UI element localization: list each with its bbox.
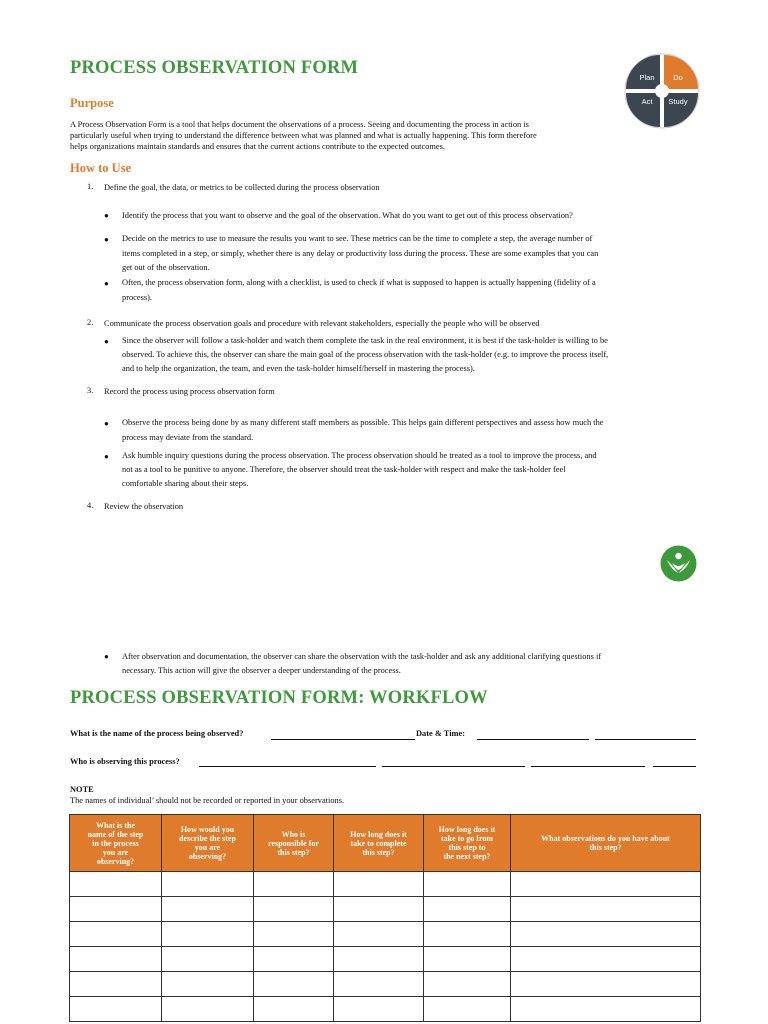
table-cell[interactable]	[254, 897, 334, 922]
bullet-line: Decide on the metrics to use to measure the results you want to see. These metrics can be the time to complete a step, the average number of	[122, 234, 593, 243]
header-line: in the process	[92, 838, 139, 848]
leaf-person-logo-icon	[660, 545, 697, 582]
table-cell[interactable]	[254, 997, 334, 1022]
header-line: name of the step	[87, 829, 144, 839]
table-cell[interactable]	[254, 972, 334, 997]
header-line: What is the	[95, 820, 136, 830]
note-text: The names of individual’ should not be recorded or reported in your observations.	[70, 796, 345, 805]
table-row	[70, 872, 701, 897]
table-cell[interactable]	[162, 972, 254, 997]
header-line: take to go from	[440, 834, 494, 843]
step-number: 3.	[87, 386, 94, 395]
workflow-title: PROCESS OBSERVATION FORM: WORKFLOW	[70, 688, 488, 708]
table-cell[interactable]	[334, 997, 424, 1022]
purpose-paragraph	[70, 119, 630, 153]
table-cell[interactable]	[424, 997, 511, 1022]
bullet-text	[122, 650, 682, 678]
observation-table	[69, 814, 701, 1022]
header-line: this step?	[589, 843, 622, 852]
column-header	[70, 815, 162, 872]
bullet-text	[122, 334, 682, 376]
step-number: 4.	[87, 501, 94, 510]
header-line: How long does it	[438, 825, 496, 834]
table-cell[interactable]	[424, 972, 511, 997]
bullet-line: Observe the process being done by as many different staff members as possible. This helps gain different perspectives and assess how much the	[122, 418, 604, 427]
note-title: NOTE	[70, 785, 94, 794]
process-name-field[interactable]	[271, 739, 415, 740]
purpose-line: particularly useful when trying to understand the difference between what was planned and what is actually happening. This form therefore	[70, 131, 537, 141]
bullet-dot-icon: ●	[104, 419, 109, 428]
table-cell[interactable]	[424, 872, 511, 897]
column-header	[424, 815, 511, 872]
header-line: How long does it	[350, 829, 407, 839]
column-header	[334, 815, 424, 872]
bullet-line: get out of the observation.	[122, 263, 210, 272]
table-cell[interactable]	[162, 947, 254, 972]
table-cell[interactable]	[334, 972, 424, 997]
cycle-plan-label: Plan	[639, 73, 655, 82]
table-cell[interactable]	[70, 947, 162, 972]
bullet-text	[122, 232, 682, 276]
observer-field-1[interactable]	[199, 766, 376, 767]
header-line: this step to	[448, 843, 486, 852]
step-number: 1.	[87, 182, 94, 191]
bullet-line: not as a tool to be punitive to anyone. Therefore, the observer should treat the task-holder with respect and make the task-holder feel	[122, 465, 566, 474]
table-cell[interactable]	[70, 922, 162, 947]
header-line: describe the step	[179, 834, 236, 843]
table-cell[interactable]	[254, 922, 334, 947]
table-cell[interactable]	[162, 922, 254, 947]
table-cell[interactable]	[162, 872, 254, 897]
bullet-line: process).	[122, 292, 152, 302]
table-cell[interactable]	[511, 947, 701, 972]
bullet-line: necessary. This action will give the observer a deeper understanding of the process.	[122, 666, 401, 675]
header-line: you are	[102, 847, 129, 857]
bullet-dot-icon: ●	[104, 235, 109, 244]
page-title: PROCESS OBSERVATION FORM	[70, 58, 359, 78]
table-cell[interactable]	[424, 922, 511, 947]
time-field[interactable]	[595, 739, 696, 740]
step-text: Define the goal, the data, or metrics to be collected during the process observation	[104, 183, 380, 192]
bullet-text	[122, 416, 682, 445]
how-to-use-heading: How to Use	[70, 161, 132, 175]
bullet-dot-icon: ●	[104, 652, 109, 661]
table-row	[70, 922, 701, 947]
table-row	[70, 997, 701, 1022]
observer-field-4[interactable]	[653, 766, 696, 767]
header-line: responsible for	[268, 838, 319, 848]
table-cell[interactable]	[254, 947, 334, 972]
table-header-row	[70, 815, 701, 872]
table-cell[interactable]	[70, 972, 162, 997]
header-line: observing?	[188, 852, 227, 861]
header-line: What observations do you have about	[541, 834, 670, 843]
purpose-line: A Process Observation Form is a tool that helps document the observations of a process. Seeing and documenting the process in action is	[70, 120, 529, 129]
step-text: Review the observation	[104, 502, 184, 511]
step-text: Record the process using process observation form	[104, 387, 275, 396]
date-time-label: Date & Time:	[416, 729, 465, 738]
header-line: How would you	[180, 825, 235, 834]
bullet-dot-icon: ●	[104, 211, 109, 220]
column-header	[511, 815, 701, 872]
bullet-line: Often, the process observation form, along with a checklist, is used to check if what is supposed to happen is actually happening (fidelity of a	[122, 278, 596, 287]
bullet-line: Since the observer will follow a task-holder and watch them complete the task in the real environment, it is best if the task-holder is willing to be	[122, 336, 608, 345]
table-cell[interactable]	[511, 922, 701, 947]
bullet-line: observed. To achieve this, the observer can share the main goal of the process observation with the task-holder (e.g. to improve the process itself,	[122, 350, 609, 359]
table-cell[interactable]	[511, 872, 701, 897]
header-line: Who is	[281, 829, 306, 839]
process-name-label: What is the name of the process being observed?	[70, 729, 244, 738]
table-cell[interactable]	[424, 947, 511, 972]
bullet-line: Ask humble inquiry questions during the process observation. The process observation should be treated as a tool to improve the process, and	[122, 451, 597, 460]
table-cell[interactable]	[334, 922, 424, 947]
observer-field-3[interactable]	[531, 766, 645, 767]
table-row	[70, 947, 701, 972]
purpose-heading: Purpose	[70, 96, 114, 110]
table-cell[interactable]	[424, 897, 511, 922]
date-field[interactable]	[477, 739, 589, 740]
table-cell[interactable]	[70, 872, 162, 897]
bullet-line: comfortable sharing about their steps.	[122, 479, 249, 488]
bullet-text	[122, 449, 682, 491]
table-cell[interactable]	[511, 972, 701, 997]
bullet-line: and to help the organization, the team, and even the task-holder himself/herself in mastering the process).	[122, 364, 475, 373]
table-row	[70, 897, 701, 922]
header-line: this step?	[277, 847, 310, 857]
table-row	[70, 972, 701, 997]
cycle-study-label: Study	[668, 97, 688, 106]
observer-label: Who is observing this process?	[70, 757, 180, 766]
table-cell[interactable]	[162, 897, 254, 922]
table-cell[interactable]	[511, 897, 701, 922]
header-line: take to complete	[350, 838, 407, 848]
column-header	[162, 815, 254, 872]
table-cell[interactable]	[254, 872, 334, 897]
purpose-line: helps organizations maintain standards and ensures that the current actions contribute to the expected outcomes.	[70, 142, 445, 152]
header-line: observing?	[96, 856, 135, 866]
header-line: you are	[194, 843, 221, 852]
bullet-text	[122, 276, 682, 305]
bullet-text	[122, 209, 682, 224]
table-cell[interactable]	[162, 997, 254, 1022]
bullet-dot-icon: ●	[104, 337, 109, 346]
table-cell[interactable]	[70, 997, 162, 1022]
observer-field-2[interactable]	[382, 766, 525, 767]
header-line: this step?	[362, 847, 395, 857]
cycle-do-label: Do	[673, 73, 683, 82]
table-cell[interactable]	[70, 897, 162, 922]
bullet-line: After observation and documentation, the observer can share the observation with the task-holder and ask any additional clarifying questions if	[122, 652, 602, 661]
step-number: 2.	[87, 318, 94, 327]
table-body	[70, 872, 701, 1022]
table-cell[interactable]	[334, 947, 424, 972]
table-cell[interactable]	[334, 872, 424, 897]
column-header	[254, 815, 334, 872]
bullet-dot-icon: ●	[104, 452, 109, 461]
header-line: the next step?	[443, 852, 491, 861]
table-cell[interactable]	[334, 897, 424, 922]
bullet-dot-icon: ●	[104, 279, 109, 288]
pdsa-cycle-icon	[624, 53, 700, 129]
table-cell[interactable]	[511, 997, 701, 1022]
bullet-line: items completed in a step, or simply, whether there is any delay or productivity loss during the process. These are some examples that you can	[122, 248, 599, 258]
step-text: Communicate the process observation goals and procedure with relevant stakeholders, especially the people who will be observed	[104, 319, 540, 328]
bullet-line: Identify the process that you want to observe and the goal of the observation. What do you want to get out of this process observation?	[122, 211, 573, 220]
bullet-line: process may deviate from the standard.	[122, 432, 254, 442]
cycle-act-label: Act	[641, 97, 653, 106]
